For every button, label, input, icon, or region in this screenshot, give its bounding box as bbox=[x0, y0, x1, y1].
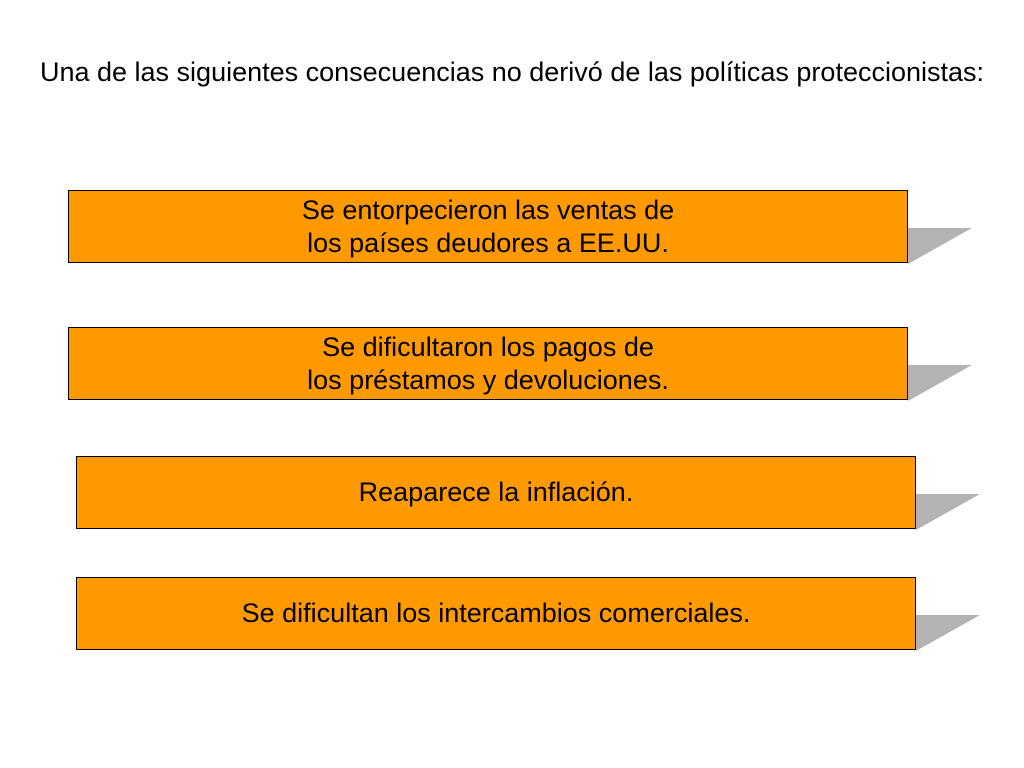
option-shadow bbox=[914, 492, 982, 532]
option-shadow bbox=[906, 363, 974, 403]
option-text-line: los préstamos y devoluciones. bbox=[307, 365, 669, 395]
option-text-line: los países deudores a EE.UU. bbox=[307, 228, 669, 258]
answer-option-1[interactable] bbox=[68, 190, 908, 263]
option-text-line: Reaparece la inflación. bbox=[358, 477, 634, 507]
option-shadow bbox=[906, 226, 974, 266]
answer-option-4[interactable] bbox=[76, 577, 916, 650]
option-shadow bbox=[914, 613, 982, 653]
option-text-line: Se entorpecieron las ventas de bbox=[301, 195, 675, 225]
answer-option-3[interactable] bbox=[76, 456, 916, 529]
question-text: Una de las siguientes consecuencias no derivó de las políticas proteccionistas: bbox=[39, 57, 985, 87]
answer-option-2[interactable] bbox=[68, 327, 908, 400]
option-text-line: Se dificultan los intercambios comerciales. bbox=[241, 598, 751, 628]
option-text-line: Se dificultaron los pagos de bbox=[322, 332, 654, 362]
